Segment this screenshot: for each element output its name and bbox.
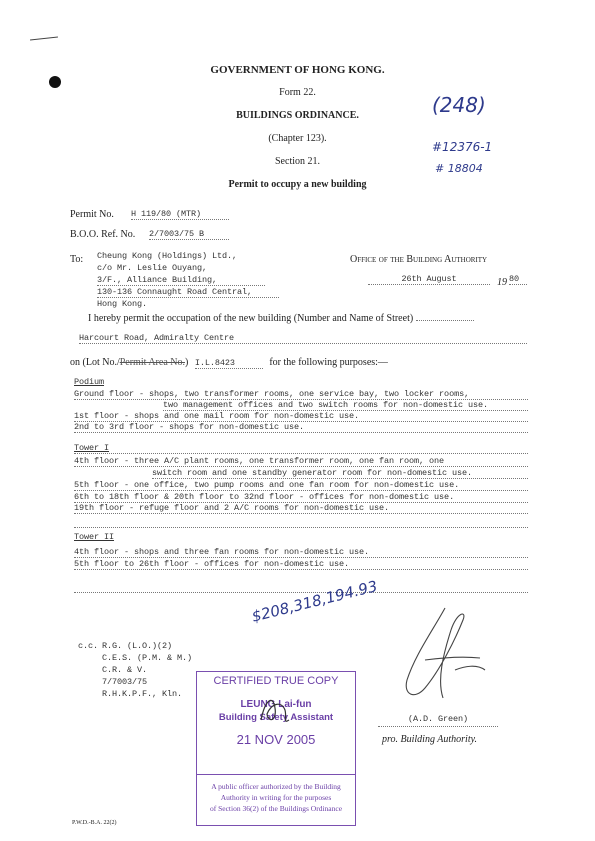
stamp-name: LEUNG Lai-fun — [240, 699, 312, 710]
tower1-line-1: 4th floor - three A/C plant rooms, one transformer room, one fan room, one — [74, 456, 528, 467]
podium-line-2: two management offices and two switch rooms for non-domestic use. — [163, 400, 528, 411]
building-address: Harcourt Road, Admiralty Centre — [79, 333, 527, 344]
tower2-line-2: 5th floor to 26th floor - offices for non-domestic use. — [74, 559, 528, 570]
stamp-title: CERTIFIED TRUE COPY — [213, 675, 339, 687]
government-heading: GOVERNMENT OF HONG KONG. — [210, 64, 385, 76]
lot-number: I.L.8423 — [195, 358, 263, 369]
form-reference: P.W.D.-B.A. 22(2) — [72, 820, 117, 826]
lot-suffix: ) — [184, 357, 189, 368]
signatory-name: (A.D. Green) — [408, 714, 469, 724]
tower1-line-4: 6th to 18th floor & 20th floor to 32nd floor - offices for non-domestic use. — [74, 492, 528, 503]
section-label: Section 21. — [275, 156, 320, 167]
section-heading-podium: Podium — [74, 377, 105, 387]
addressee-line-5: Hong Kong. — [97, 299, 148, 309]
lot-line — [70, 357, 388, 369]
permit-title: Permit to occupy a new building — [228, 179, 367, 190]
cc-line-2: C.E.S. (P.M. & M.) — [102, 653, 193, 663]
handwritten-amount: $208,318,194.93 — [249, 577, 380, 626]
cc-line-3: C.R. & V. — [102, 665, 148, 675]
lot-purposes: for the following purposes:— — [269, 357, 388, 368]
cc-line-4: 7/7003/75 — [102, 677, 148, 687]
signatory-line — [378, 726, 498, 727]
handwritten-ref-number: (248) — [432, 93, 486, 117]
section-heading-tower-2: Tower II — [74, 532, 115, 542]
cc-label: c.c. — [78, 641, 99, 651]
podium-line-1: Ground floor - shops, two transformer rooms, one service bay, two locker rooms, — [74, 389, 528, 400]
handwritten-ref-1: #12376-1 — [432, 140, 493, 154]
tower2-line-1: 4th floor - shops and three fan rooms for non-domestic use. — [74, 547, 528, 558]
tower1-line-3: 5th floor - one office, two pump rooms and one fan room for non-domestic use. — [74, 480, 528, 491]
signatory-title: pro. Building Authority. — [382, 734, 478, 745]
stamp-divider — [197, 774, 355, 775]
date-value: 26th August — [368, 274, 490, 285]
podium-line-3: 1st floor - shops and one mail room for non-domestic use. — [74, 411, 528, 422]
section-heading-tower-1: Tower I — [74, 443, 528, 454]
lot-prefix: on (Lot No./ — [70, 357, 120, 368]
stamp-note-3: of Section 36(2) of the Buildings Ordinance — [209, 804, 343, 813]
stamp-signature-mark — [255, 690, 295, 730]
stamp-position: Building Safety Assistant — [218, 712, 334, 723]
office-label: Office of the Building Authority — [350, 254, 488, 265]
blank-dotted-line — [74, 527, 528, 528]
boo-ref-label: B.O.O. Ref. No. — [70, 229, 136, 240]
permit-no-label: Permit No. — [70, 209, 114, 220]
addressee-line-4: 130-136 Connaught Road Central, — [97, 287, 279, 298]
cc-line-1: R.G. (L.O.)(2) — [102, 641, 173, 651]
signature-mark — [385, 600, 505, 710]
tower1-line-2: switch room and one standby generator room for non-domestic use. — [152, 468, 528, 479]
chapter-label: (Chapter 123). — [268, 133, 327, 144]
lot-struck-text: Permit Area No. — [119, 357, 185, 368]
permit-statement — [88, 313, 474, 324]
year-value: 80 — [509, 274, 527, 285]
statement-dots — [416, 320, 474, 321]
cc-line-5: R.H.K.P.F., Kln. — [102, 689, 183, 699]
to-label: To: — [70, 254, 84, 265]
year-prefix: 19 — [497, 277, 507, 288]
addressee-line-2: c/o Mr. Leslie Ouyang, — [97, 263, 208, 273]
boo-ref-value: 2/7003/75 B — [149, 229, 229, 240]
blank-dotted-line-2 — [74, 592, 528, 593]
podium-line-4: 2nd to 3rd floor - shops for non-domestic use. — [74, 422, 528, 433]
scan-mark-top — [30, 37, 58, 41]
permit-statement-text: I hereby permit the occupation of the new building (Number and Name of Street) — [88, 313, 414, 324]
stamp-date: 21 NOV 2005 — [236, 732, 316, 747]
stamp-note-2: Authority in writing for the purposes — [220, 793, 332, 802]
addressee-line-3: 3/F., Alliance Building, — [97, 275, 265, 286]
form-number: Form 22. — [279, 87, 316, 98]
permit-no-value: H 119/80 (MTR) — [131, 209, 229, 220]
tower1-line-5: 19th floor - refuge floor and 2 A/C rooms for non-domestic use. — [74, 503, 528, 514]
stamp-note-1: A public officer authorized by the Building — [211, 782, 341, 791]
addressee-line-1: Cheung Kong (Holdings) Ltd., — [97, 251, 238, 261]
handwritten-ref-2: # 18804 — [435, 162, 483, 175]
ordinance-heading: BUILDINGS ORDINANCE. — [236, 110, 359, 121]
